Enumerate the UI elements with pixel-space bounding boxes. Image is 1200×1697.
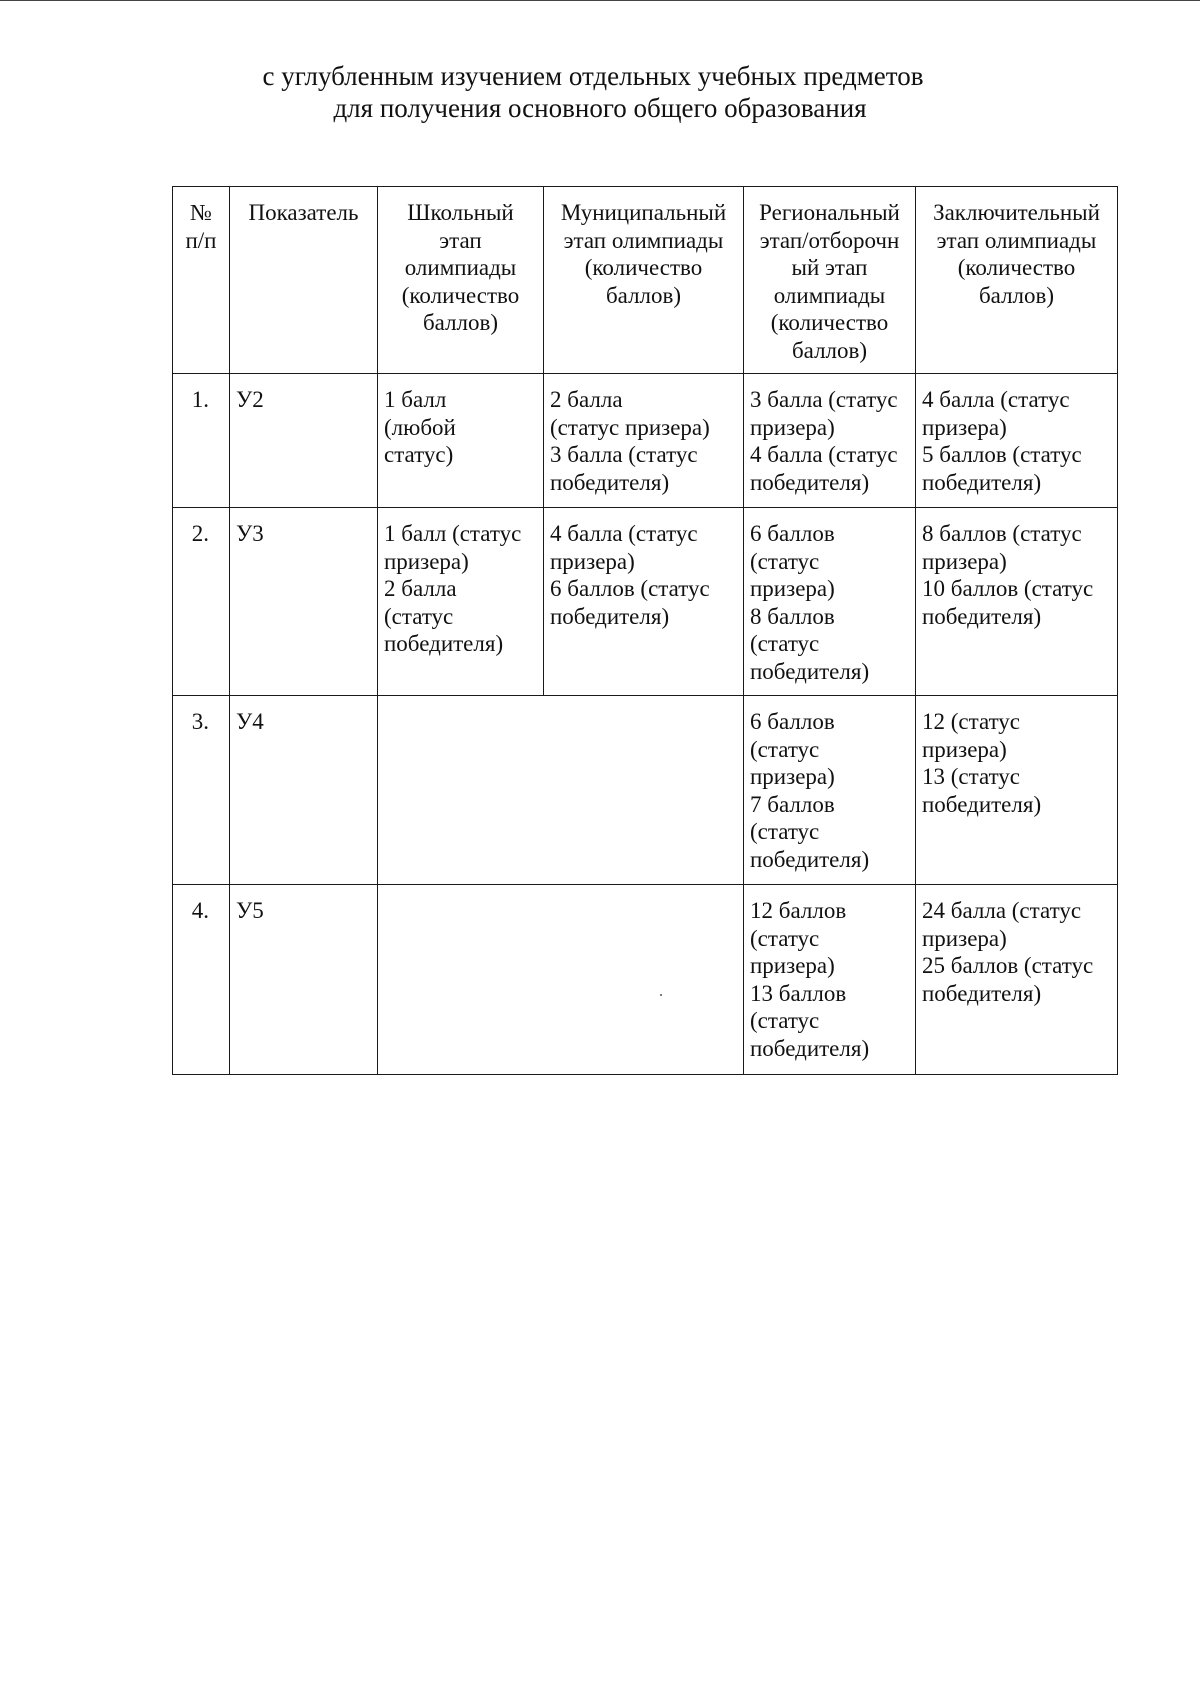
cell-text-line: призера) (750, 414, 835, 440)
cell-text-line: победителя) (750, 1035, 870, 1061)
cell-regional (744, 374, 916, 508)
cell-regional (744, 696, 916, 885)
row-number: 1. (173, 374, 230, 508)
cell-text-line: призера) (384, 548, 469, 574)
cell-text-line: олимпиады (773, 282, 886, 308)
olympiad-points-table (172, 186, 1118, 1075)
table-row (173, 508, 1118, 696)
cell-final (916, 885, 1118, 1075)
cell-text-line: баллов) (791, 337, 868, 363)
cell-text-line: 4 балла (статус (922, 387, 1070, 412)
row-indicator: У2 (230, 374, 378, 508)
header-number (173, 187, 230, 374)
cell-final (916, 696, 1118, 885)
table-row (173, 374, 1118, 508)
cell-text-line: 3 балла (статус (750, 387, 898, 412)
cell-text-line: ый этап (791, 255, 868, 280)
cell-text-line: призера) (922, 414, 1007, 440)
cell-text-line: 12 (статус (922, 709, 1021, 734)
cell-text-line: (количество (584, 255, 703, 280)
cell-text-line: 6 баллов (750, 709, 835, 734)
cell-text-line: (статус призера) (550, 414, 710, 440)
cell-text-line: 4 балла (статус (550, 521, 698, 546)
cell-text-line: (количество (957, 255, 1076, 280)
cell-text-line: 13 (статус (922, 764, 1021, 789)
cell-text-line: победителя) (750, 846, 870, 872)
header-indicator (230, 187, 378, 374)
cell-text-line: Заключительный (933, 200, 1100, 225)
cell-text-line: 3 балла (статус (550, 442, 698, 467)
cell-text-line: призера) (550, 548, 635, 574)
cell-text-line: призера) (750, 764, 835, 789)
row-number: 4. (173, 885, 230, 1075)
document-heading-line-1: с углубленным изучением отдельных учебных предметов (262, 61, 924, 91)
cell-text-line: 10 баллов (статус (922, 576, 1094, 601)
cell-school (378, 508, 544, 696)
cell-school-municipal-empty (378, 696, 744, 885)
cell-text-line: олимпиады (404, 255, 517, 280)
cell-text-line: 6 баллов (статус (550, 576, 710, 601)
cell-text-line: статус) (384, 442, 454, 467)
cell-text-line: (статус (750, 925, 820, 951)
cell-text-line: этап олимпиады (563, 227, 724, 253)
cell-text-line: 2 балла (384, 576, 457, 601)
row-indicator: У5 (230, 885, 378, 1075)
cell-text-line: призера) (922, 925, 1007, 951)
cell-text-line: 8 баллов (статус (922, 521, 1082, 546)
cell-text-line: 12 баллов (750, 898, 847, 923)
row-indicator: У3 (230, 508, 378, 696)
cell-text-line: этап олимпиады (936, 227, 1097, 253)
cell-text-line: баллов) (422, 310, 499, 335)
cell-municipal (544, 374, 744, 508)
cell-regional (744, 508, 916, 696)
cell-text-line: баллов) (605, 282, 682, 308)
row-indicator: У4 (230, 696, 378, 885)
cell-text-line: 24 балла (статус (922, 898, 1082, 923)
scan-top-edge (0, 0, 1200, 1)
header-final-stage (916, 187, 1118, 374)
table-row (173, 885, 1118, 1075)
cell-text-line: победителя) (384, 631, 504, 656)
header-school-stage (378, 187, 544, 374)
cell-final (916, 374, 1118, 508)
cell-school (378, 374, 544, 508)
cell-text-line: (статус (750, 819, 820, 844)
cell-text-line: (статус (384, 603, 454, 629)
cell-final (916, 508, 1118, 696)
cell-text-line: победителя) (750, 469, 870, 495)
header-municipal-stage (544, 187, 744, 374)
cell-text-line: 25 баллов (статус (922, 953, 1094, 978)
scan-speck (660, 994, 662, 996)
cell-text-line: п/п (185, 227, 217, 253)
cell-text-line: (статус (750, 631, 820, 656)
cell-text-line: призера) (922, 548, 1007, 574)
cell-text-line: 6 баллов (750, 521, 835, 546)
cell-text-line: этап (439, 227, 482, 253)
cell-text-line: Муниципальный (560, 200, 727, 225)
header-regional-stage (744, 187, 916, 374)
cell-text-line: 8 баллов (750, 603, 835, 629)
cell-text-line: победителя) (922, 603, 1042, 629)
row-number: 2. (173, 508, 230, 696)
document-heading-line-2: для получения основного общего образования (333, 93, 867, 123)
cell-text-line: победителя) (550, 603, 670, 629)
row-number: 3. (173, 696, 230, 885)
cell-text-line: (любой (384, 414, 456, 440)
cell-text-line: Показатель (248, 200, 359, 225)
cell-text-line: баллов) (978, 282, 1055, 308)
cell-text-line: 4 балла (статус (750, 442, 898, 467)
cell-text-line: призера) (750, 953, 835, 978)
cell-text-line: призера) (922, 736, 1007, 762)
cell-text-line: победителя) (922, 469, 1042, 495)
cell-text-line: (количество (770, 310, 889, 335)
cell-text-line: победителя) (922, 980, 1042, 1006)
cell-text-line: (статус (750, 548, 820, 574)
cell-text-line: 1 балл (384, 387, 447, 412)
cell-text-line: победителя) (922, 791, 1042, 817)
cell-text-line: этап/отборочн (759, 227, 900, 253)
cell-text-line: Школьный (407, 200, 514, 225)
cell-text-line: 1 балл (статус (384, 521, 522, 546)
cell-text-line: победителя) (550, 469, 670, 495)
cell-text-line: 13 баллов (750, 980, 847, 1006)
cell-regional (744, 885, 916, 1075)
cell-school-municipal-empty (378, 885, 744, 1075)
cell-text-line: (статус (750, 736, 820, 762)
cell-text-line: Региональный (759, 200, 900, 225)
cell-municipal (544, 508, 744, 696)
cell-text-line: победителя) (750, 658, 870, 684)
cell-text-line: 5 баллов (статус (922, 442, 1082, 467)
cell-text-line: 2 балла (550, 387, 623, 412)
cell-text-line: 7 баллов (750, 791, 835, 817)
table-row (173, 696, 1118, 885)
cell-text-line: (статус (750, 1008, 820, 1033)
cell-text-line: (количество (401, 282, 520, 308)
cell-text-line: № (190, 200, 212, 225)
cell-text-line: призера) (750, 576, 835, 601)
table-header-row (173, 187, 1118, 374)
